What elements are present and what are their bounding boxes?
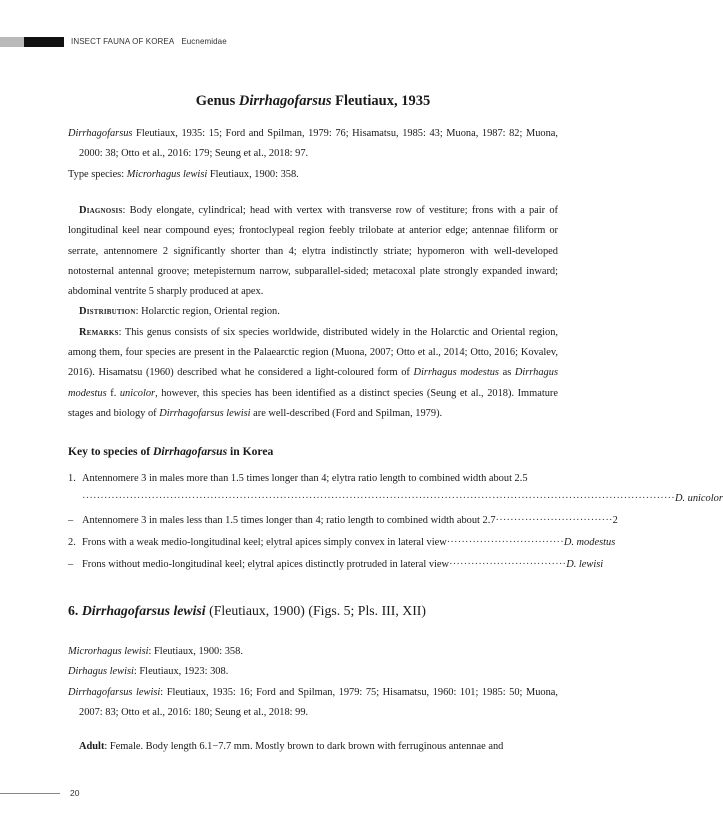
diagnosis-text: : Body elongate, cylindrical; head with vertex with transverse row of vestiture; frons with a pair of longitudinal keel near compound eyes; frontoclypeal region feebly trilobate at anterior edge; antennae filiform or serrate, antennomere 2 significantly shorter than 4; elytra indistinctly striate; hypomeron with well-developed notosternal antennal groove; metepisternum narrow, subparallel-sided; metacoxal plate strongly expanded inward; abdominal ventrite 5 sharply produced at apex. xyxy=(68,205,558,298)
remarks-text-4: , however, this species has been identified as a distinct species (Seung et al., 2018). Immature stages and biology of xyxy=(68,387,558,419)
key-text: Frons without medio-longitudinal keel; elytral apices distinctly protruded in lateral view xyxy=(82,559,450,570)
adult-block xyxy=(68,737,558,757)
synonym-name: Dirhagus lewisi xyxy=(68,666,134,678)
key-text: Antennomere 3 in males less than 1.5 times longer than 4; ratio length to combined width about 2.7 xyxy=(82,515,496,526)
distribution-text: : Holarctic region, Oriental region. xyxy=(135,306,280,318)
key-result: 2 xyxy=(612,515,618,526)
header-family: Eucnemidae xyxy=(181,37,227,46)
remarks-italic-1: Dirrhagus modestus xyxy=(413,367,499,379)
key-title-post: in Korea xyxy=(227,445,274,458)
footer-rule xyxy=(0,793,60,794)
remarks-italic-3: unicolor xyxy=(119,387,156,399)
remarks-text-5: are well-described (Ford and Spilman, 1979). xyxy=(250,407,443,419)
genus-name: Dirrhagofarsus xyxy=(238,93,332,109)
key-number: 2. xyxy=(68,537,76,548)
genus-title xyxy=(68,91,558,111)
species-author: (Fleutiaux, 1900) xyxy=(209,603,305,618)
species-number: 6. xyxy=(68,603,79,618)
synonym-refs: : Fleutiaux, 1900: 358. xyxy=(148,646,243,657)
key-leader-dots: ································ xyxy=(446,537,564,548)
genus-synonymy-block xyxy=(68,124,558,185)
type-species xyxy=(68,165,558,185)
adult-paragraph xyxy=(68,737,558,757)
header-text xyxy=(71,36,227,48)
genus-synonymy xyxy=(68,124,558,165)
remarks-text-2: as xyxy=(498,367,515,379)
synonym-refs: : Fleutiaux, 1923: 308. xyxy=(133,666,229,678)
header-gray-bar xyxy=(0,37,24,47)
key-title-genus: Dirrhagofarsus xyxy=(153,445,228,458)
key-couplet-1a-lead xyxy=(68,490,723,512)
diagnosis-label: Diagnosis xyxy=(79,205,123,216)
adult-label: Adult xyxy=(79,741,105,752)
key-couplet-1a xyxy=(68,470,558,490)
key-result: D. unicolor xyxy=(674,493,723,504)
species-name: Dirrhagofarsus lewisi xyxy=(81,603,206,618)
remarks-text-1: : This genus consists of six species worldwide, distributed widely in the Holarctic and Oriental region, among them, four species are present in the Palaearctic region (Muona, 2007; Otto et al., 2014; Otto, 2016; Kovalev, 2016). Hisamatsu (1960) described what he considered a light-coloured form of xyxy=(68,326,558,379)
header-black-bar xyxy=(24,37,64,47)
type-species-label: Type species: xyxy=(68,168,127,180)
key-couplet-2a xyxy=(68,534,616,556)
key-leader-dots: ································ xyxy=(449,559,567,570)
synonymy-name: Dirrhagofarsus xyxy=(68,128,133,139)
remarks-paragraph xyxy=(68,323,558,424)
key-result: D. modestus xyxy=(563,537,616,548)
remarks-label: Remarks xyxy=(79,326,119,338)
species-key xyxy=(68,470,723,578)
key-title-pre: Key to species of xyxy=(68,445,154,458)
remarks-text-3: f. xyxy=(106,387,120,399)
key-result: D. lewisi xyxy=(566,559,604,570)
species-synonymy-block xyxy=(68,642,558,723)
remarks-italic-4: Dirrhagofarsus lewisi xyxy=(159,407,251,419)
distribution-paragraph xyxy=(68,302,558,322)
key-couplet-2b xyxy=(68,556,604,578)
key-text: Frons with a weak medio-longitudinal keel; elytral apices simply convex in lateral view xyxy=(82,537,447,548)
key-number: – xyxy=(68,515,74,526)
species-figs: (Figs. 5; Pls. III, XII) xyxy=(308,603,426,618)
species-synonym-2 xyxy=(68,662,558,682)
key-text: Antennomere 3 in males more than 1.5 times longer than 4; elytra ratio length to combined width about 2.5 xyxy=(82,473,528,484)
key-title xyxy=(68,443,273,461)
remarks-italic-2: Dirrhagus modestus xyxy=(68,367,558,399)
key-leader-dots: ·································································································································································· xyxy=(82,493,675,504)
adult-text: : Female. Body length 6.1−7.7 mm. Mostly brown to dark brown with ferruginous antennae and xyxy=(104,741,504,752)
type-species-author: Fleutiaux, 1900: 358. xyxy=(207,168,299,180)
page-number: 20 xyxy=(70,788,80,798)
header-series: INSECT FAUNA OF KOREA xyxy=(71,37,175,46)
genus-author: Fleutiaux, 1935 xyxy=(335,93,431,109)
genus-label: Genus xyxy=(195,93,236,109)
key-couplet-1b xyxy=(68,512,618,534)
distribution-label: Distribution xyxy=(79,306,136,318)
synonym-name: Microrhagus lewisi xyxy=(68,646,149,657)
synonym-name: Dirrhagofarsus lewisi xyxy=(68,686,161,698)
species-synonym-3 xyxy=(68,683,558,724)
species-synonym-1 xyxy=(68,642,558,662)
key-number: 1. xyxy=(68,473,76,484)
species-title xyxy=(68,601,426,621)
synonymy-refs: Fleutiaux, 1935: 15; Ford and Spilman, 1979: 76; Hisamatsu, 1985: 43; Muona, 1987: 82; Muona, 2000: 38; Otto et al., 2016: 179; Seung et al., 2018: 97. xyxy=(79,128,558,160)
type-species-name: Microrhagus lewisi xyxy=(126,168,208,180)
genus-description xyxy=(68,201,558,424)
key-leader-dots: ································ xyxy=(495,515,613,526)
synonym-refs: : Fleutiaux, 1935: 16; Ford and Spilman, 1979: 75; Hisamatsu, 1960: 101; 1985: 50; Muona, 2007: 83; Otto et al., 2016: 180; Seung et al., 2018: 99. xyxy=(79,686,558,718)
running-header xyxy=(0,37,637,47)
key-number: – xyxy=(68,559,74,570)
diagnosis-paragraph xyxy=(68,201,558,302)
